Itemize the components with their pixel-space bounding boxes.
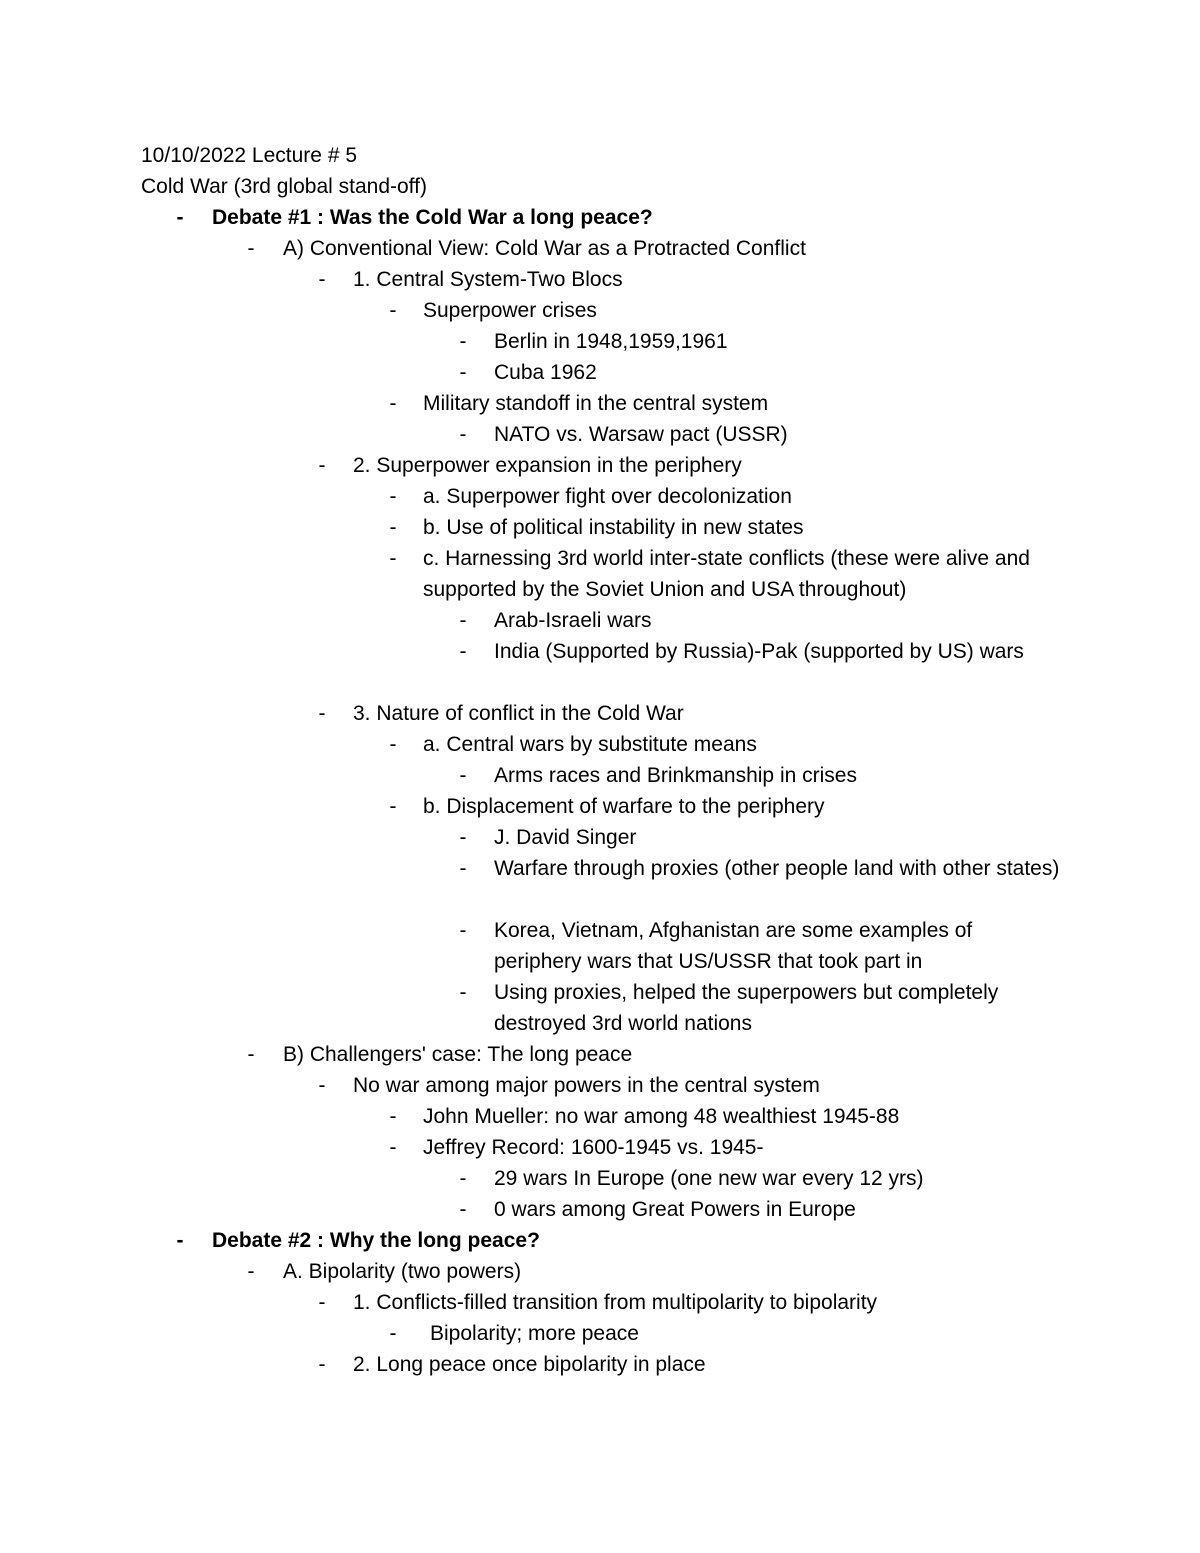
outline-item <box>0 1194 1200 1225</box>
outline-item-text: A) Conventional View: Cold War as a Protracted Conflict <box>283 237 806 260</box>
lecture-date-line <box>0 140 1200 171</box>
outline-item-text: 2. Superpower expansion in the periphery <box>353 454 742 477</box>
outline-item <box>0 1039 1200 1070</box>
bullet-dash: - <box>389 485 397 508</box>
bullet-dash: - <box>247 1260 255 1283</box>
outline-item <box>0 636 1200 698</box>
outline-item <box>0 853 1200 915</box>
lecture-topic: Cold War (3rd global stand-off) <box>141 175 427 198</box>
outline-item <box>0 1163 1200 1194</box>
outline-item <box>0 729 1200 760</box>
document-page <box>0 140 1200 1380</box>
outline-item <box>0 512 1200 543</box>
outline-item-text: 29 wars In Europe (one new war every 12 yrs) <box>494 1167 924 1190</box>
outline-item <box>0 295 1200 326</box>
outline-item <box>0 1256 1200 1287</box>
outline-item <box>0 481 1200 512</box>
bullet-dash: - <box>176 206 184 229</box>
outline-item-text: 1. Conflicts-filled transition from multipolarity to bipolarity <box>353 1291 878 1314</box>
outline-item-text: Warfare through proxies (other people land with other states) <box>494 857 1060 880</box>
outline-item-text: No war among major powers in the central system <box>353 1074 820 1097</box>
outline-item-text: b. Use of political instability in new states <box>423 516 804 539</box>
outline-item <box>0 357 1200 388</box>
outline-item-text: B) Challengers' case: The long peace <box>283 1043 633 1066</box>
bullet-dash: - <box>389 733 397 756</box>
bullet-dash: - <box>318 1353 326 1376</box>
outline-list <box>0 202 1200 1380</box>
outline-item-text: a. Central wars by substitute means <box>423 733 757 756</box>
bullet-dash: - <box>459 1198 467 1221</box>
outline-item-text: a. Superpower fight over decolonization <box>423 485 792 508</box>
bullet-dash: - <box>318 1074 326 1097</box>
outline-item-text: Korea, Vietnam, Afghanistan are some examples of periphery wars that US/USSR that took part in <box>494 919 973 973</box>
bullet-dash: - <box>318 268 326 291</box>
outline-item-text: Cuba 1962 <box>494 361 597 384</box>
outline-item <box>0 1070 1200 1101</box>
bullet-dash: - <box>459 981 467 1004</box>
outline-item-text: John Mueller: no war among 48 wealthiest 1945-88 <box>423 1105 900 1128</box>
lecture-topic-line <box>0 171 1200 202</box>
outline-item <box>0 791 1200 822</box>
outline-item-text: b. Displacement of warfare to the periphery <box>423 795 825 818</box>
outline-item <box>0 1225 1200 1256</box>
outline-item <box>0 977 1200 1039</box>
outline-item <box>0 822 1200 853</box>
outline-item-text: Bipolarity; more peace <box>430 1322 639 1345</box>
outline-item-text: 3. Nature of conflict in the Cold War <box>353 702 684 725</box>
bullet-dash: - <box>318 454 326 477</box>
bullet-dash: - <box>459 764 467 787</box>
outline-item <box>0 233 1200 264</box>
outline-item <box>0 202 1200 233</box>
outline-item <box>0 1287 1200 1318</box>
outline-item-text: Debate #2 : Why the long peace? <box>212 1229 540 1252</box>
bullet-dash: - <box>389 1322 397 1345</box>
bullet-dash: - <box>459 1167 467 1190</box>
outline-item-text: India (Supported by Russia)-Pak (supported by US) wars <box>494 640 1024 663</box>
bullet-dash: - <box>459 826 467 849</box>
bullet-dash: - <box>389 1105 397 1128</box>
outline-item-text: 2. Long peace once bipolarity in place <box>353 1353 706 1376</box>
outline-item-text: J. David Singer <box>494 826 637 849</box>
bullet-dash: - <box>459 361 467 384</box>
outline-item-text: Military standoff in the central system <box>423 392 769 415</box>
outline-item <box>0 1349 1200 1380</box>
outline-item-text: NATO vs. Warsaw pact (USSR) <box>494 423 788 446</box>
bullet-dash: - <box>318 1291 326 1314</box>
outline-item <box>0 326 1200 357</box>
outline-item <box>0 605 1200 636</box>
outline-item <box>0 450 1200 481</box>
bullet-dash: - <box>459 640 467 663</box>
bullet-dash: - <box>389 392 397 415</box>
bullet-dash: - <box>247 237 255 260</box>
bullet-dash: - <box>318 702 326 725</box>
bullet-dash: - <box>459 330 467 353</box>
bullet-dash: - <box>459 423 467 446</box>
outline-item-text: Superpower crises <box>423 299 597 322</box>
outline-item <box>0 543 1200 605</box>
outline-item <box>0 1318 1200 1349</box>
outline-item-text: Arab-Israeli wars <box>494 609 652 632</box>
bullet-dash: - <box>459 609 467 632</box>
bullet-dash: - <box>247 1043 255 1066</box>
outline-item-text: 1. Central System-Two Blocs <box>353 268 623 291</box>
outline-item-text: Jeffrey Record: 1600-1945 vs. 1945- <box>423 1136 764 1159</box>
outline-item-text: Berlin in 1948,1959,1961 <box>494 330 728 353</box>
outline-item <box>0 264 1200 295</box>
outline-item <box>0 388 1200 419</box>
bullet-dash: - <box>389 795 397 818</box>
outline-item-text: A. Bipolarity (two powers) <box>283 1260 522 1283</box>
bullet-dash: - <box>176 1229 184 1252</box>
bullet-dash: - <box>459 857 467 880</box>
outline-item <box>0 1132 1200 1163</box>
outline-item-text: Arms races and Brinkmanship in crises <box>494 764 857 787</box>
outline-item-text: 0 wars among Great Powers in Europe <box>494 1198 856 1221</box>
outline-item <box>0 915 1200 977</box>
bullet-dash: - <box>389 299 397 322</box>
outline-item <box>0 1101 1200 1132</box>
bullet-dash: - <box>389 1136 397 1159</box>
bullet-dash: - <box>389 547 397 570</box>
bullet-dash: - <box>389 516 397 539</box>
outline-item-text: c. Harnessing 3rd world inter-state conflicts (these were alive and supported by the Soviet Union and USA throughout) <box>423 547 1030 601</box>
lecture-date: 10/10/2022 Lecture # 5 <box>141 144 358 167</box>
outline-item-text: Debate #1 : Was the Cold War a long peace? <box>212 206 653 229</box>
outline-item <box>0 419 1200 450</box>
outline-item <box>0 698 1200 729</box>
outline-item-text: Using proxies, helped the superpowers but completely destroyed 3rd world nations <box>494 981 999 1035</box>
outline-item <box>0 760 1200 791</box>
bullet-dash: - <box>459 919 467 942</box>
